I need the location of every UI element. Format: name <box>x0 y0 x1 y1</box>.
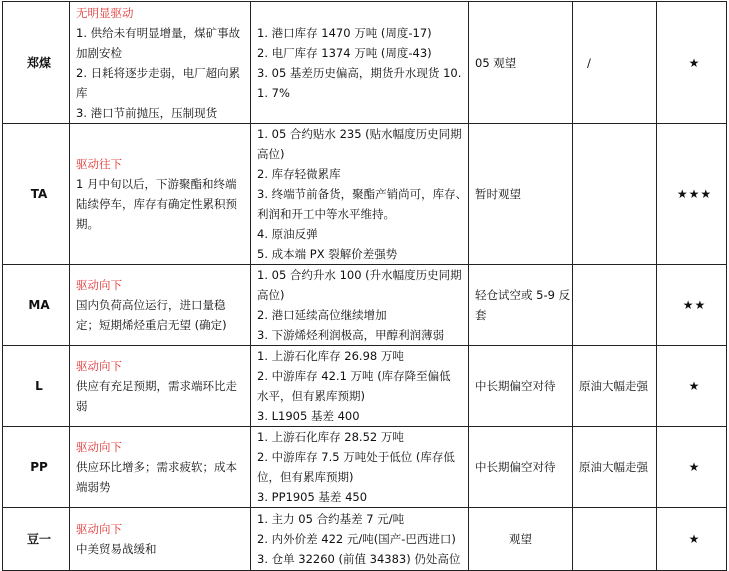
fundamental-line: 5. 成本端 PX 裂解价差强势 <box>257 247 398 261</box>
rating-stars: ★ <box>657 2 727 124</box>
strategy-text: 轻仓试空或 5-9 反套 <box>475 288 571 322</box>
driver-text-line: 弱 <box>76 399 88 413</box>
driver-text-line: 供应环比增多；需求疲软；成本 <box>76 460 237 474</box>
table-row <box>3 508 727 571</box>
table-row <box>3 427 727 508</box>
driver-text-line: 国内负荷高位运行，进口量稳 <box>76 298 226 312</box>
driver-label: 驱动向下 <box>76 522 122 536</box>
rating-stars: ★ <box>657 346 727 427</box>
fundamental-line: 1. 港口库存 1470 万吨 (周度-17) <box>257 25 432 40</box>
fundamental-line: 1. 上游石化库存 28.52 万吨 <box>257 430 404 444</box>
driver-text-line: 库 <box>76 86 88 100</box>
rating-stars: ★ <box>657 427 727 508</box>
driver-text-line: 陆续停车，库存有确定性累积预 <box>76 197 237 211</box>
fundamental-line: 2. 内外价差 422 元/吨(国产-巴西进口) <box>257 532 456 546</box>
commodity-name: 郑煤 <box>3 2 70 124</box>
fundamental-line: 3. 下游烯烃利润极高，甲醇利润薄弱 <box>257 328 445 342</box>
fundamental-line: 1. 05 合约贴水 235 (贴水幅度历史同期 <box>257 127 462 141</box>
fundamental-line: 1. 主力 05 合约基差 7 元/吨 <box>257 512 405 526</box>
rating-stars: ★ <box>657 508 727 571</box>
driver-text-line: 加剧安检 <box>76 46 122 60</box>
option-cell <box>573 346 657 427</box>
fundamentals-cell <box>251 508 469 571</box>
fundamental-line: 3. 05 基差历史偏高，期货升水现货 10. <box>257 65 462 80</box>
strategy-cell <box>469 265 573 346</box>
commodity-name: PP <box>3 427 70 508</box>
fundamental-line: 2. 中游库存 42.1 万吨 (库存降至偏低 <box>257 369 451 383</box>
driver-cell <box>70 346 251 427</box>
driver-label: 驱动向下 <box>76 278 122 292</box>
table-row <box>3 2 727 124</box>
fundamental-line: 高位) <box>257 147 285 161</box>
fundamental-line: 2. 电厂库存 1374 万吨 (周度-43) <box>257 45 432 60</box>
strategy-cell: 观望 <box>469 508 573 571</box>
fundamental-line: 1. 上游石化库存 26.98 万吨 <box>257 349 404 363</box>
option-cell <box>573 427 657 508</box>
fundamentals-cell <box>251 265 469 346</box>
fundamental-line: 2. 港口延续高位继续增加 <box>257 308 387 322</box>
fundamentals-cell <box>251 346 469 427</box>
fundamental-line: 1. 7% <box>257 85 290 100</box>
fundamentals-cell <box>251 124 469 265</box>
driver-text-line: 3. 港口节前抛压，压制现货 <box>76 106 218 120</box>
driver-label: 驱动向下 <box>76 359 122 373</box>
driver-text-line: 端弱势 <box>76 480 111 494</box>
commodity-name: 豆一 <box>3 508 70 571</box>
rating-stars: ★★ <box>657 265 727 346</box>
fundamental-line: 水平，但有累库预期) <box>257 389 365 403</box>
commodity-name: MA <box>3 265 70 346</box>
fundamental-line: 2. 中游库存 7.5 万吨处于低位 (库存低 <box>257 450 455 464</box>
strategy-cell: 暂时观望 <box>469 124 573 265</box>
driver-text-line: 期。 <box>76 217 99 231</box>
driver-label: 驱动往下 <box>76 157 122 171</box>
driver-text-line: 1 月中旬以后，下游聚酯和终端 <box>76 177 237 191</box>
fundamental-line: 1. 05 合约升水 100 (升水幅度历史同期 <box>257 268 462 282</box>
driver-cell <box>70 124 251 265</box>
driver-text-line: 1. 供给未有明显增量，煤矿事故 <box>76 26 241 40</box>
table-row <box>3 265 727 346</box>
driver-text-line: 供应有充足预期，需求端环比走 <box>76 379 237 393</box>
strategy-cell: 05 观望 <box>469 2 573 124</box>
commodity-name: TA <box>3 124 70 265</box>
fundamental-line: 4. 原油反弹 <box>257 227 318 241</box>
driver-text-line: 2. 日耗将逐步走弱，电厂超向累 <box>76 66 241 80</box>
option-text: 原油大幅走强 <box>579 460 648 474</box>
table-row <box>3 124 727 265</box>
fundamental-line: 3. 仓单 32260 (前值 34383) 仍处高位 <box>257 552 461 566</box>
driver-text-line: 定；短期烯烃重启无望 (确定) <box>76 318 227 332</box>
fundamentals-cell <box>251 427 469 508</box>
analysis-table <box>2 1 727 571</box>
fundamental-line: 利润和开工中等水平维持。 <box>257 207 395 221</box>
option-cell: / <box>573 2 657 124</box>
fundamental-line: 位，但有累库预期) <box>257 470 354 484</box>
driver-cell <box>70 427 251 508</box>
fundamentals-cell <box>251 2 469 124</box>
option-text: 原油大幅走强 <box>579 379 648 393</box>
option-cell <box>573 508 657 571</box>
driver-cell <box>70 265 251 346</box>
driver-cell <box>70 2 251 124</box>
fundamental-line: 高位) <box>257 288 285 302</box>
strategy-cell: 中长期偏空对待 <box>469 346 573 427</box>
option-cell <box>573 124 657 265</box>
driver-text-line: 中美贸易战缓和 <box>76 542 157 556</box>
option-cell <box>573 265 657 346</box>
driver-cell <box>70 508 251 571</box>
fundamental-line: 3. 终端节前备货，聚酯产销尚可，库存、 <box>257 187 468 201</box>
fundamental-line: 2. 库存轻微累库 <box>257 167 341 181</box>
driver-label: 驱动向下 <box>76 440 122 454</box>
fundamental-line: 3. L1905 基差 400 <box>257 409 360 423</box>
strategy-cell: 中长期偏空对待 <box>469 427 573 508</box>
rating-stars: ★★★ <box>657 124 727 265</box>
commodity-name: L <box>3 346 70 427</box>
table-row <box>3 346 727 427</box>
fundamental-line: 3. PP1905 基差 450 <box>257 490 368 504</box>
driver-label: 无明显驱动 <box>76 6 134 20</box>
